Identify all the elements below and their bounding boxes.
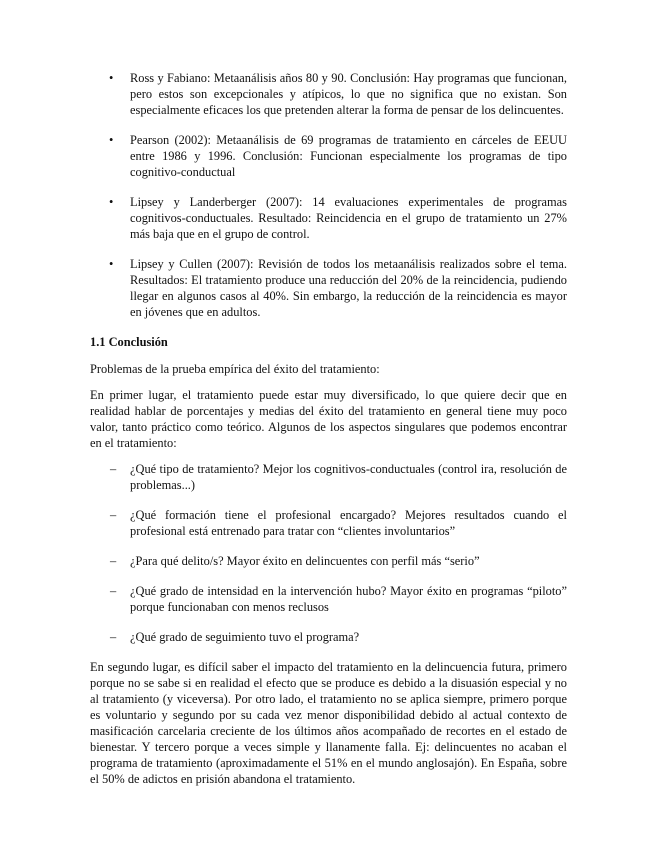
bullet-text: Ross y Fabiano: Metaanálisis años 80 y 90. Conclusión: Hay programas que funcionan, pero estos son excepcionales y atípicos, lo que no significa que no existan. Son especialmente eficaces los que pretenden alterar la forma de pensar de los delincuentes. <box>130 71 567 117</box>
bullet-icon: • <box>109 257 114 271</box>
bullet-text: Pearson (2002): Metaanálisis de 69 programas de tratamiento en cárceles de EEUU entre 1986 y 1996. Conclusión: Funcionan especialmente los programas de tipo cognitivo-conductual <box>130 133 567 179</box>
section-heading: 1.1 Conclusión <box>90 335 168 349</box>
list-item <box>90 507 567 539</box>
studies-bullet-list <box>90 70 567 320</box>
dash-icon: – <box>110 554 117 568</box>
list-item <box>90 629 567 645</box>
first-paragraph: En primer lugar, el tratamiento puede estar muy diversificado, lo que quiere decir que en realidad hablar de porcentajes y medias del éxito del tratamiento en general tiene muy poco valor, tanto práctico como teórico. Algunos de los aspectos singulares que podemos encontrar en el tratamiento: <box>90 388 567 450</box>
list-item <box>90 461 567 493</box>
question-text: ¿Qué formación tiene el profesional encargado? Mejores resultados cuando el profesional está entrenado para tratar con “clientes involuntarios” <box>130 508 567 538</box>
second-paragraph: En segundo lugar, es difícil saber el impacto del tratamiento en la delincuencia futura, primero porque no se sabe si en realidad el efecto que se produce es debido a la disuasión especial y no al tratamiento (y viceversa). Por otro lado, el tratamiento no se aplica siempre, primero porque es voluntario y segundo por su cada vez menor disponibilidad debido al actual contexto de masificación carcelaria creciente de los últimos años acompañado de recortes en el estado de bienestar. Y tercero porque a veces simple y llanamente falla. Ej: delincuentes no acaban el programa de tratamiento (aproximadamente el 51% en el mundo anglosajón). En España, sobre el 50% de adictos en prisión abandona el tratamiento. <box>90 660 567 786</box>
question-text: ¿Qué grado de seguimiento tuvo el programa? <box>130 630 360 644</box>
intro-paragraph: Problemas de la prueba empírica del éxito del tratamiento: <box>90 362 380 376</box>
question-text: ¿Qué tipo de tratamiento? Mejor los cognitivos-conductuales (control ira, resolución de problemas...) <box>130 462 567 492</box>
list-item <box>90 256 567 320</box>
bullet-text: Lipsey y Landerberger (2007): 14 evaluaciones experimentales de programas cognitivos-conductuales. Resultado: Reincidencia en el grupo de tratamiento un 27% más baja que en el grupo de control. <box>130 195 567 241</box>
bullet-icon: • <box>109 133 114 147</box>
list-item <box>90 132 567 180</box>
bullet-text: Lipsey y Cullen (2007): Revisión de todos los metaanálisis realizados sobre el tema. Resultados: El tratamiento produce una reducción del 20% de la reincidencia, pudiendo llegar en algunos casos al 40%. Sin embargo, la reducción de la reincidencia es mayor en jóvenes que en adultos. <box>130 257 567 319</box>
list-item <box>90 553 567 569</box>
dash-icon: – <box>110 630 117 644</box>
dash-icon: – <box>110 508 117 522</box>
question-text: ¿Qué grado de intensidad en la intervención hubo? Mayor éxito en programas “piloto” porque funcionaban con menos reclusos <box>130 584 567 614</box>
dash-icon: – <box>110 462 117 476</box>
questions-dash-list <box>90 461 567 645</box>
dash-icon: – <box>110 584 117 598</box>
list-item <box>90 583 567 615</box>
list-item <box>90 70 567 118</box>
list-item <box>90 194 567 242</box>
question-text: ¿Para qué delito/s? Mayor éxito en delincuentes con perfil más “serio” <box>130 554 480 568</box>
bullet-icon: • <box>109 195 114 209</box>
bullet-icon: • <box>109 71 114 85</box>
